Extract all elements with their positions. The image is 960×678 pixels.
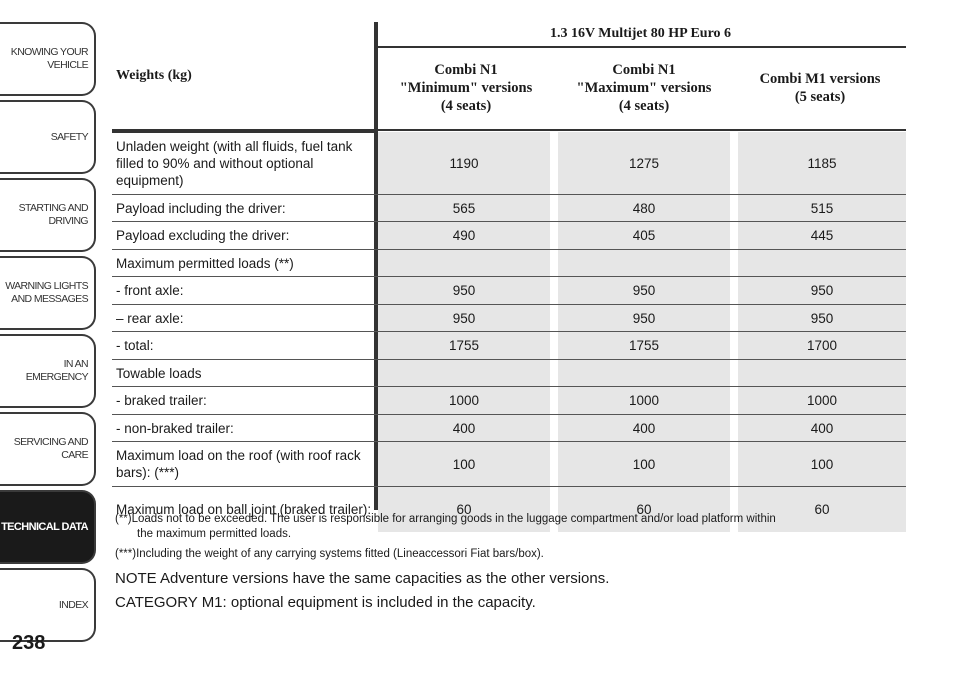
weights-table [112,22,906,517]
table-row: - non-braked trailer: 400 400 400 [112,415,906,442]
table-row: Maximum permitted loads (**) [112,250,906,277]
table-row: Payload including the driver: 565 480 515 [112,195,906,222]
column-header-n1-minimum: Combi N1 "Minimum" versions (4 seats) [378,46,554,131]
table-row: - total: 1755 1755 1700 [112,332,906,360]
table-row: Maximum load on ball joint (braked trailer): 60 60 60 [112,487,906,532]
tab-starting-and-driving[interactable]: STARTING AND DRIVING [0,178,96,252]
column-header-m1: Combi M1 versions (5 seats) [734,46,906,131]
table-row: - front axle: 950 950 950 [112,277,906,305]
row-header: Weights (kg) [112,22,374,131]
tab-knowing-your-vehicle[interactable]: KNOWING YOUR VEHICLE [0,22,96,96]
table-row: Maximum load on the roof (with roof rack bars): (***) 100 100 100 [112,442,906,487]
page-number: 238 [12,632,46,654]
footnote-carrying-systems: (***)Including the weight of any carrying systems fitted (Lineaccessori Fiat bars/box). [115,548,544,560]
table-row: – rear axle: 950 950 950 [112,305,906,332]
footnote-loads-cont: the maximum permitted loads. [137,528,292,540]
note-category-m1: CATEGORY M1: optional equipment is included in the capacity. [115,594,536,611]
table-row: Towable loads [112,360,906,387]
engine-header: 1.3 16V Multijet 80 HP Euro 6 [375,22,906,48]
tab-in-an-emergency[interactable]: IN AN EMERGENCY [0,334,96,408]
tab-servicing-and-care[interactable]: SERVICING AND CARE [0,412,96,486]
table-row: Unladen weight (with all fluids, fuel tank filled to 90% and without optional equipment) 1190 1275 1185 [112,132,906,195]
table-row: Payload excluding the driver: 490 405 445 [112,222,906,250]
tab-safety[interactable]: SAFETY [0,100,96,174]
note-adventure: NOTE Adventure versions have the same capacities as the other versions. [115,570,610,587]
column-header-n1-maximum: Combi N1 "Maximum" versions (4 seats) [554,46,734,131]
footnote-loads: (**)Loads not to be exceeded. The user is responsible for arranging goods in the luggage compartment and/or load platform within [115,513,776,525]
row-header-border [112,22,374,133]
tab-technical-data[interactable]: TECHNICAL DATA [0,490,96,564]
table-row: - braked trailer: 1000 1000 1000 [112,387,906,415]
tab-warning-lights[interactable]: WARNING LIGHTS AND MESSAGES [0,256,96,330]
footnotes [115,512,915,562]
tab-index[interactable]: INDEX [0,568,96,642]
